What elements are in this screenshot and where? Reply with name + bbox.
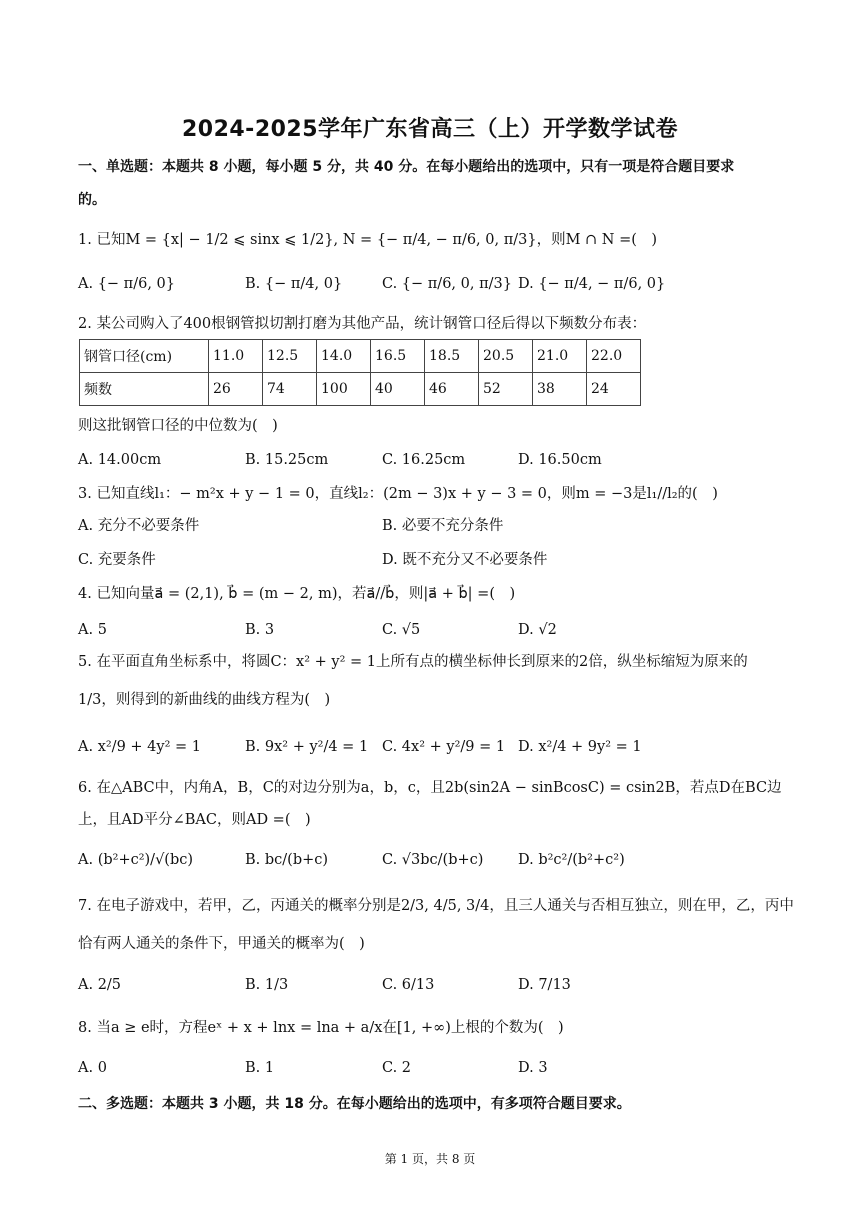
q5-stem-cont: 1/3，则得到的新曲线的曲线方程为( ): [78, 692, 331, 708]
table-cell: 24: [587, 373, 641, 406]
q3-option-a: A. 充分不必要条件: [78, 518, 200, 534]
section2-heading: 二、多选题：本题共 3 小题，共 18 分。在每小题给出的选项中，有多项符合题目要求。: [78, 1096, 631, 1112]
table-cell: 100: [317, 373, 371, 406]
page-footer: 第 1 页，共 8 页: [384, 1152, 476, 1166]
q4-option-d: D. √2: [518, 622, 557, 638]
table-cell: 12.5: [263, 340, 317, 373]
q2-stem: 2. 某公司购入了400根钢管拟切割打磨为其他产品，统计钢管口径后得以下频数分布表：: [78, 316, 647, 332]
q7-option-d: D. 7/13: [518, 977, 571, 993]
table-row: [80, 373, 641, 406]
q4-option-b: B. 3: [245, 622, 275, 638]
q2-option-a: A. 14.00cm: [78, 452, 162, 468]
q2-option-c: C. 16.25cm: [382, 452, 466, 468]
q1-option-a: A. {− π/6, 0}: [78, 276, 175, 292]
q5-stem: 5. 在平面直角坐标系中，将圆C：x² + y² = 1上所有点的横坐标伸长到原来的2倍，纵坐标缩短为原来的: [78, 654, 748, 670]
q6-option-d: D. b²c²/(b²+c²): [518, 852, 625, 868]
exam-title: 2024-2025学年广东省高三（上）开学数学试卷: [181, 117, 679, 142]
q8-option-c: C. 2: [382, 1060, 412, 1076]
table-cell: 21.0: [533, 340, 587, 373]
q1-option-d: D. {− π/4, − π/6, 0}: [518, 276, 666, 292]
q1-stem: 1. 已知M = {x| − 1/2 ⩽ sinx ⩽ 1/2}, N = {− π/4, − π/6, 0, π/3}，则M ∩ N =( ): [78, 232, 658, 248]
q7-option-c: C. 6/13: [382, 977, 435, 993]
q6-option-c: C. √3bc/(b+c): [382, 852, 484, 868]
q6-stem-cont: 上，且AD平分∠BAC，则AD =( ): [78, 812, 311, 828]
table-row: [80, 340, 641, 373]
q1-option-b: B. {− π/4, 0}: [245, 276, 343, 292]
q7-stem-cont: 恰有两人通关的条件下，甲通关的概率为( ): [78, 936, 365, 952]
table-cell: 52: [479, 373, 533, 406]
section1-heading-cont: 的。: [78, 192, 106, 208]
q5-option-c: C. 4x² + y²/9 = 1: [382, 739, 506, 755]
q3-option-b: B. 必要不充分条件: [382, 518, 504, 534]
q8-option-b: B. 1: [245, 1060, 275, 1076]
q3-option-c: C. 充要条件: [78, 552, 156, 568]
table-cell: 18.5: [425, 340, 479, 373]
q6-option-b: B. bc/(b+c): [245, 852, 329, 868]
q6-stem: 6. 在△ABC中，内角A，B，C的对边分别为a，b，c，且2b(sin2A − sinBcosC) = csin2B，若点D在BC边: [78, 780, 782, 796]
q4-option-a: A. 5: [78, 622, 107, 638]
q8-option-a: A. 0: [78, 1060, 107, 1076]
table-cell: 40: [371, 373, 425, 406]
table-header-cell: 频数: [80, 373, 209, 406]
table-header-cell: 钢管口径(cm): [80, 340, 209, 373]
q8-option-d: D. 3: [518, 1060, 548, 1076]
q2-option-d: D. 16.50cm: [518, 452, 602, 468]
q5-option-a: A. x²/9 + 4y² = 1: [78, 739, 201, 755]
table-cell: 22.0: [587, 340, 641, 373]
q5-option-b: B. 9x² + y²/4 = 1: [245, 739, 369, 755]
q7-option-b: B. 1/3: [245, 977, 289, 993]
q3-stem: 3. 已知直线l₁：− m²x + y − 1 = 0，直线l₂：(2m − 3)x + y − 3 = 0，则m = −3是l₁//l₂的( ): [78, 486, 718, 502]
q4-stem: 4. 已知向量a⃗ = (2,1), b⃗ = (m − 2, m)，若a⃗//b⃗，则|a⃗ + b⃗| =( ): [78, 586, 516, 602]
table-cell: 20.5: [479, 340, 533, 373]
table-cell: 38: [533, 373, 587, 406]
table-cell: 46: [425, 373, 479, 406]
table-cell: 16.5: [371, 340, 425, 373]
q4-option-c: C. √5: [382, 622, 421, 638]
section1-heading: 一、单选题：本题共 8 小题，每小题 5 分，共 40 分。在每小题给出的选项中，只有一项是符合题目要求: [78, 159, 735, 175]
q7-stem: 7. 在电子游戏中，若甲，乙，丙通关的概率分别是2/3, 4/5, 3/4，且三人通关与否相互独立，则在甲，乙，丙中: [78, 898, 794, 914]
table-cell: 26: [209, 373, 263, 406]
q2-option-b: B. 15.25cm: [245, 452, 329, 468]
table-cell: 11.0: [209, 340, 263, 373]
q2-question: 则这批钢管口径的中位数为( ): [78, 418, 278, 434]
q8-stem: 8. 当a ≥ e时，方程eˣ + x + lnx = lna + a/x在[1, +∞)上根的个数为( ): [78, 1020, 564, 1036]
frequency-table: [79, 339, 641, 406]
table-cell: 14.0: [317, 340, 371, 373]
q1-option-c: C. {− π/6, 0, π/3}: [382, 276, 512, 292]
q7-option-a: A. 2/5: [78, 977, 122, 993]
table-cell: 74: [263, 373, 317, 406]
q5-option-d: D. x²/4 + 9y² = 1: [518, 739, 642, 755]
q6-option-a: A. (b²+c²)/√(bc): [78, 852, 194, 868]
q3-option-d: D. 既不充分又不必要条件: [382, 552, 548, 568]
